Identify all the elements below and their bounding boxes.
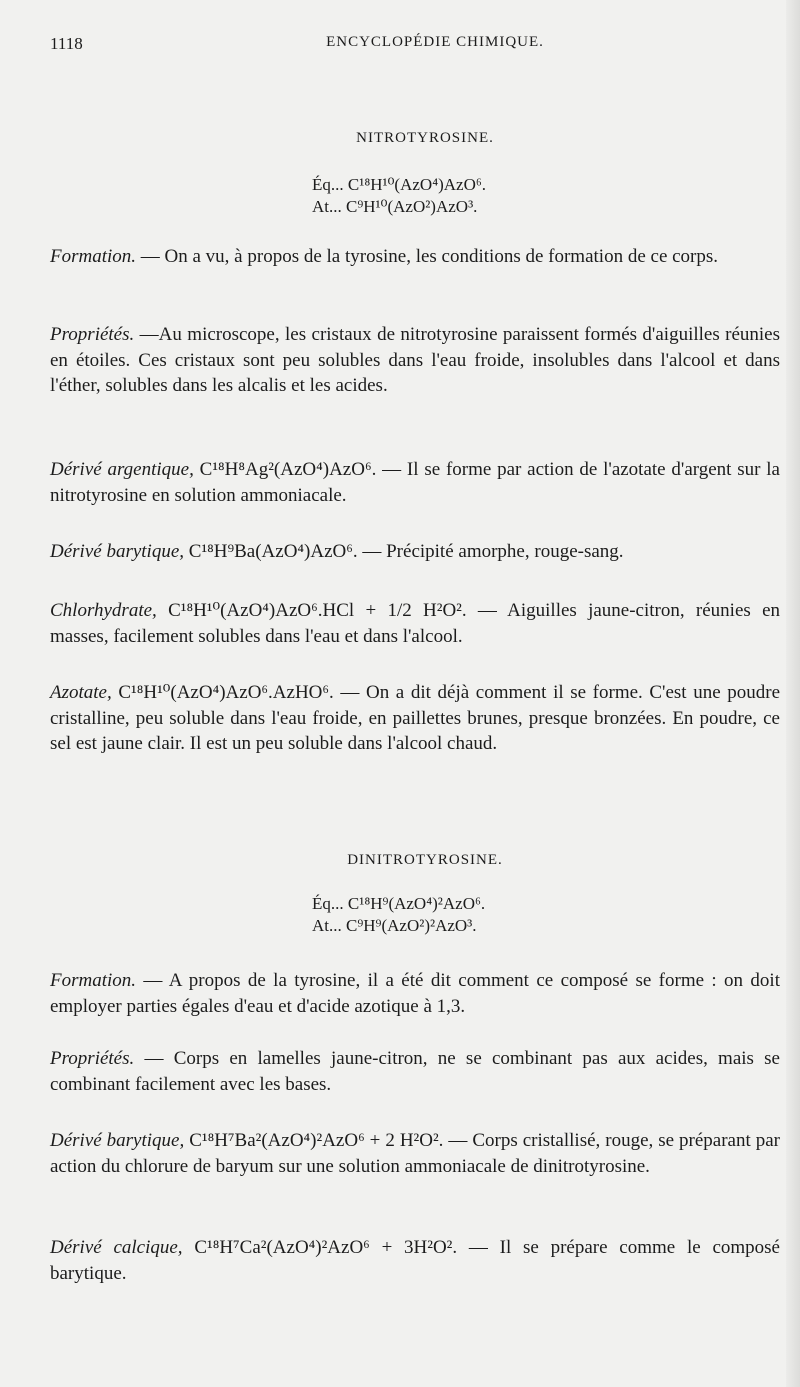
label-formation-2: Formation. bbox=[50, 970, 137, 991]
paragraph-formation-2 bbox=[50, 968, 780, 1019]
paragraph-derive-calcique bbox=[50, 1235, 780, 1286]
text-formation-2: — A propos de la tyrosine, il a été dit comment ce composé se forme : on doit employer parties égales d'eau et d'acide azotique à 1,3. bbox=[50, 970, 780, 1017]
label-proprietes-2: Propriétés. bbox=[50, 1048, 135, 1069]
text-derive-barytique: C¹⁸H⁹Ba(AzO⁴)AzO⁶. — Précipité amorphe, rouge-sang. bbox=[184, 541, 624, 562]
text-derive-argentique: C¹⁸H⁸Ag²(AzO⁴)AzO⁶. — Il se forme par action de l'azotate d'argent sur la nitrotyrosine en solution ammoniacale. bbox=[50, 459, 780, 506]
text-proprietes: —Au microscope, les cristaux de nitrotyrosine paraissent formés d'aiguilles réunies en étoiles. Ces cristaux sont peu solubles dans l'eau froide, insolubles dans l'alcool et dans l'éther, solubles dans les alcalis et les acides. bbox=[50, 324, 780, 396]
page-number: 1118 bbox=[50, 34, 83, 53]
text-proprietes-2: — Corps en lamelles jaune-citron, ne se combinant pas aux acides, mais se combinant facilement avec les bases. bbox=[50, 1048, 780, 1095]
section-title-nitrotyrosine: NITROTYROSINE. bbox=[356, 130, 494, 146]
label-derive-barytique-2: Dérivé barytique, bbox=[50, 1130, 185, 1151]
formula-eq: Éq... C¹⁸H¹⁰(AzO⁴)AzO⁶. bbox=[312, 175, 487, 194]
label-proprietes: Propriétés. bbox=[50, 324, 135, 345]
label-derive-argentique: Dérivé argentique, bbox=[50, 459, 194, 480]
formula-eq-2: Éq... C¹⁸H⁹(AzO⁴)²AzO⁶. bbox=[312, 894, 486, 913]
label-derive-barytique: Dérivé barytique, bbox=[50, 541, 185, 562]
paragraph-proprietes-2 bbox=[50, 1046, 780, 1097]
paragraph-azotate bbox=[50, 680, 780, 757]
formula-at: At... C⁹H¹⁰(AzO²)AzO³. bbox=[312, 197, 478, 216]
formula-at-2: At... C⁹H⁹(AzO²)²AzO³. bbox=[312, 916, 477, 935]
paragraph-derive-barytique bbox=[50, 539, 780, 565]
label-formation: Formation. bbox=[50, 246, 137, 267]
text-derive-barytique-2: C¹⁸H⁷Ba²(AzO⁴)²AzO⁶ + 2 H²O². — Corps cristallisé, rouge, se préparant par action du chlorure de baryum sur une solution ammoniacale de dinitrotyrosine. bbox=[50, 1130, 780, 1177]
section-title-dinitrotyrosine: DINITROTYROSINE. bbox=[347, 852, 503, 868]
page-edge bbox=[786, 0, 800, 1387]
paragraph-formation bbox=[50, 244, 780, 270]
paragraph-derive-barytique-2 bbox=[50, 1128, 780, 1179]
label-chlorhydrate: Chlorhydrate, bbox=[50, 600, 157, 621]
running-title: ENCYCLOPÉDIE CHIMIQUE. bbox=[326, 34, 544, 50]
label-azotate: Azotate, bbox=[50, 682, 112, 703]
page-header bbox=[50, 34, 780, 58]
text-chlorhydrate: C¹⁸H¹⁰(AzO⁴)AzO⁶.HCl + 1/2 H²O². — Aiguilles jaune-citron, réunies en masses, facilement solubles dans l'eau et dans l'alcool. bbox=[50, 600, 780, 647]
text-azotate: C¹⁸H¹⁰(AzO⁴)AzO⁶.AzHO⁶. — On a dit déjà comment il se forme. C'est une poudre cristalline, peu soluble dans l'eau froide, en paillettes brunes, presque bronzées. En poudre, ce sel est jaune clair. Il est un peu soluble dans l'alcool chaud. bbox=[50, 682, 780, 754]
label-derive-calcique: Dérivé calcique, bbox=[50, 1237, 183, 1258]
text-formation: — On a vu, à propos de la tyrosine, les conditions de formation de ce corps. bbox=[136, 246, 719, 267]
paragraph-chlorhydrate bbox=[50, 598, 780, 649]
text-derive-calcique: C¹⁸H⁷Ca²(AzO⁴)²AzO⁶ + 3H²O². — Il se prépare comme le composé barytique. bbox=[50, 1237, 780, 1284]
paragraph-derive-argentique bbox=[50, 457, 780, 508]
paragraph-proprietes bbox=[50, 322, 780, 399]
